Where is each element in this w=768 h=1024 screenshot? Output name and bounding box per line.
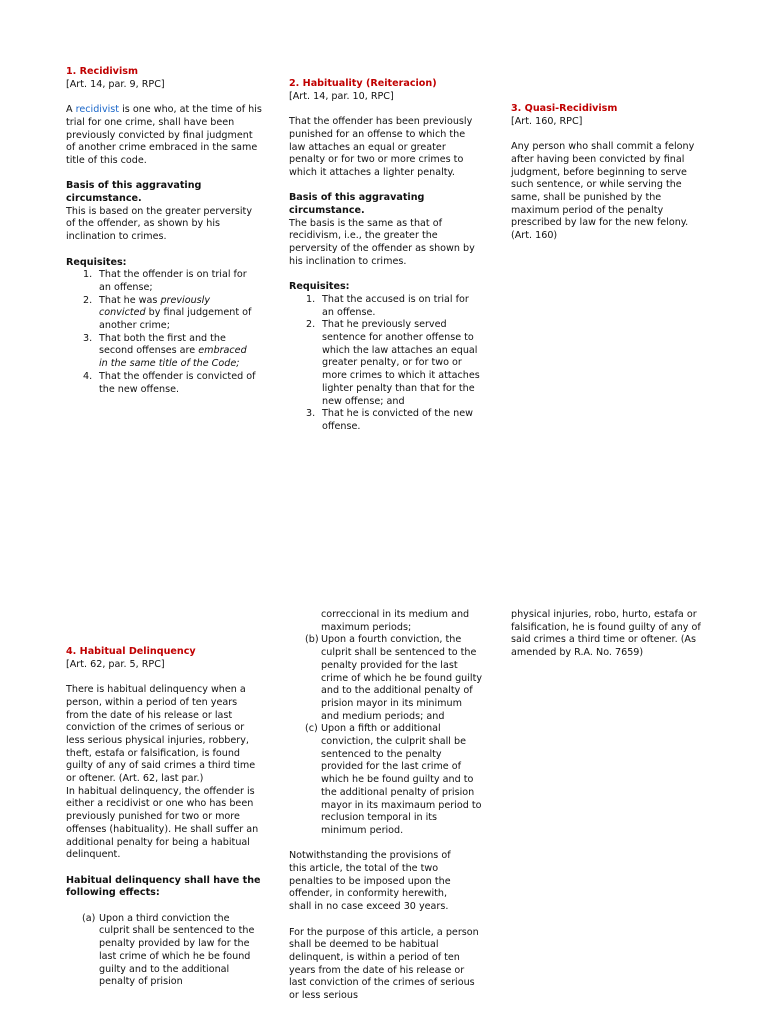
habitual-delinquency-ref: [Art. 62, par. 5, RPC] [66, 658, 165, 670]
habitual-effects-list-continued [289, 634, 483, 837]
list-item: 2. That he was previously convicted by final judgement of another crime; [83, 294, 252, 332]
list-item: 4. That the offender is convicted of the new offense. [83, 370, 256, 395]
habitual-effects-continued [289, 609, 483, 1003]
habitual-effects-list [66, 913, 258, 989]
recidivism-basis-heading: Basis of this aggravating circumstance. [66, 180, 202, 204]
recidivism-basis-text: This is based on the greater perversity of the offender, as shown by his inclination to crimes. [66, 205, 252, 243]
recidivist-link[interactable]: recidivist [75, 104, 120, 116]
habitual-delinquency-heading: 4. Habitual Delinquency [66, 646, 196, 657]
list-item: 1. That the offender is on trial for an offense; [83, 269, 247, 293]
purpose-continued [511, 609, 707, 660]
habituality-section [289, 78, 481, 434]
recidivism-heading: 1. Recidivism [66, 66, 138, 77]
habitual-effects-heading: Habitual delinquency shall have the following effects: [66, 874, 261, 899]
list-item: (b) Upon a fourth conviction, the culprit shall be sentenced to the penalty provided for the last crime of which he be found guilty and to the additional penalty of prision mayor in its minimum and medium periods; and [305, 634, 483, 722]
purpose-paragraph: For the purpose of this article, a person shall be deemed to be habitual delinquent, is within a period of ten years from the date of his release or last conviction of the crimes of serious or less serious [289, 926, 479, 1002]
list-item: 2. That he previously served sentence for another offense to which the law attaches an equal greater penalty, or for two or more crimes to which it attaches lighter penalty than that for the new offense; and [306, 319, 480, 407]
habituality-basis-heading: Basis of this aggravating circumstance. [289, 192, 425, 216]
habituality-requisites-heading: Requisites: [289, 281, 350, 293]
list-item: (a) Upon a third conviction the culprit shall be sentenced to the penalty provided by law for the last crime of which he be found guilty and to the additional penalty of prision [82, 912, 255, 988]
list-item: 3. That both the first and the second offenses are embraced in the same title of the Code; [83, 332, 247, 370]
habituality-heading: 2. Habituality (Reiteracion) [289, 78, 437, 89]
habituality-text: That the offender has been previously punished for an offense to which the law attaches an equal or greater penalty or for two or more crimes to which it attaches a lighter penalty. [289, 116, 473, 178]
recidivism-requisites-list [66, 269, 256, 396]
quasi-recidivism-heading: 3. Quasi-Recidivism [511, 103, 618, 114]
quasi-recidivism-text: Any person who shall commit a felony after having been convicted by final judgment, before beginning to serve such sentence, or while serving the same, shall be punished by the maximum period of the penalty prescribed by law for the new felony. (Art. 160) [511, 141, 695, 242]
purpose-paragraph-continuation: physical injuries, robo, hurto, estafa or falsification, he is found guilty of any of said crimes a third time or oftener. (As amended by R.A. No. 7659) [511, 609, 701, 659]
habitual-delinquency-p1: There is habitual delinquency when a person, within a period of ten years from the date of his release or last conviction of the crimes of serious or less serious physical injuries, robbery, theft, estafa or falsification, is found guilty of any of said crimes a third time or oftener. (Art. 62, last par.) [66, 684, 256, 785]
quasi-recidivism-section [511, 103, 707, 243]
list-item: (c) Upon a fifth or additional conviction, the culprit shall be sentenced to the penalty provided for the last crime of which he be found guilty and to the additional penalty of prision mayor in its maximaum period to reclusion temporal in its minimum period. [305, 723, 482, 836]
recidivism-ref: [Art. 14, par. 9, RPC] [66, 78, 165, 90]
habitual-delinquency-p2: In habitual delinquency, the offender is either a recidivist or one who has been previously punished for two or more offenses (habituality). He shall suffer an additional penalty for being a habitual delinquent. [66, 785, 259, 861]
recidivism-definition: A recidivist is one who, at the time of his trial for one crime, shall have been previously convicted by final judgment of another crime embraced in the same title of this code. [66, 104, 262, 166]
recidivism-requisites-heading: Requisites: [66, 256, 127, 268]
list-item: 3. That he is convicted of the new offense. [306, 408, 473, 432]
habituality-requisites-list [289, 294, 481, 434]
habitual-delinquency-section [66, 646, 262, 989]
effect-a-continuation: correccional in its medium and maximum periods; [321, 609, 470, 633]
list-item: 1. That the accused is on trial for an offense. [306, 293, 469, 318]
habituality-ref: [Art. 14, par. 10, RPC] [289, 90, 394, 102]
quasi-recidivism-ref: [Art. 160, RPC] [511, 115, 583, 127]
notwithstanding-paragraph: Notwithstanding the provisions of this article, the total of the two penalties to be imposed upon the offender, in conformity herewith, shall in no case exceed 30 years. [289, 850, 451, 913]
habituality-basis-text: The basis is the same as that of recidivism, i.e., the greater the perversity of the offender as shown by his inclination to crimes. [289, 217, 475, 267]
recidivism-section [66, 66, 262, 396]
